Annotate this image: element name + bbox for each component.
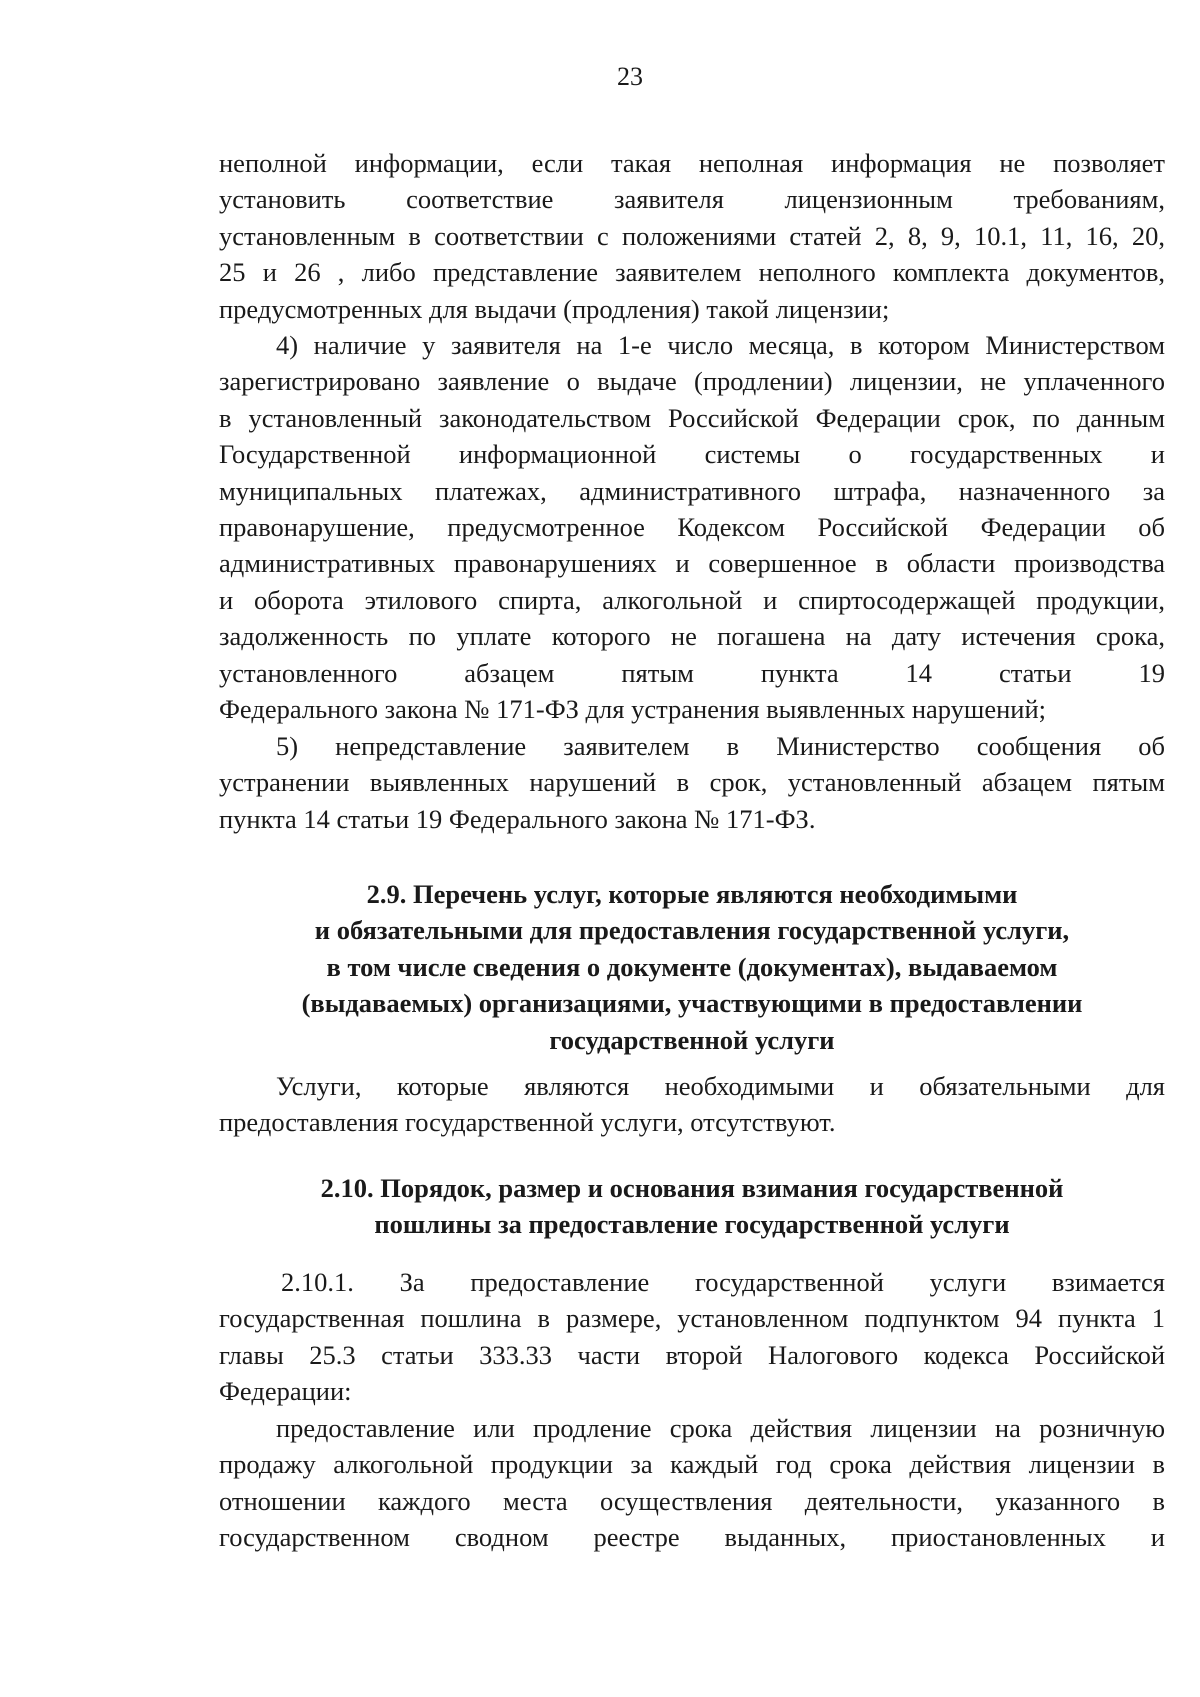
paragraph-item-4 <box>219 327 1165 727</box>
page-number: 23 <box>617 62 643 91</box>
text-line: неполной информации, если такая неполная информация не позволяет <box>219 148 1165 178</box>
text-line: предусмотренных для выдачи (продления) такой лицензии; <box>219 293 890 324</box>
text-line: отношении каждого места осуществления деятельности, указанного в <box>219 1485 1165 1516</box>
heading-line: и обязательными для предоставления государственной услуги, <box>314 915 1070 946</box>
heading-line: государственной услуги <box>549 1024 835 1055</box>
text-line: муниципальных платежах, административного штрафа, назначенного за <box>219 475 1165 506</box>
text-line: предоставление или продление срока действия лицензии на розничную <box>276 1413 1165 1443</box>
paragraph-continuation <box>219 145 1165 327</box>
text-line: государственная пошлина в размере, установленном подпунктом 94 пункта 1 <box>219 1303 1165 1334</box>
text-line: Федерального закона № 171-ФЗ для устранения выявленных нарушений; <box>219 694 1046 725</box>
paragraph-item-5 <box>219 728 1165 837</box>
section-heading-2-10 <box>219 1170 1165 1243</box>
paragraph-services <box>219 1068 1165 1141</box>
text-line: пункта 14 статьи 19 Федерального закона № 171-ФЗ. <box>219 803 816 834</box>
text-line: Государственной информационной системы о государственных и <box>219 439 1165 470</box>
text-line: предоставления государственной услуги, отсутствуют. <box>219 1107 836 1138</box>
heading-line: 2.9. Перечень услуг, которые являются необходимыми <box>366 879 1018 909</box>
text-line: административных правонарушениях и совершенное в области производства <box>219 548 1165 579</box>
text-line: установленного абзацем пятым пункта 14 статьи 19 <box>219 657 1165 688</box>
text-line: государственном сводном реестре выданных, приостановленных и <box>219 1522 1165 1553</box>
text-line: зарегистрировано заявление о выдаче (продлении) лицензии, не уплаченного <box>219 366 1165 397</box>
text-line: главы 25.3 статьи 333.33 части второй Налогового кодекса Российской <box>219 1339 1165 1370</box>
text-line: продажу алкогольной продукции за каждый год срока действия лицензии в <box>219 1449 1165 1480</box>
heading-line: пошлины за предоставление государственной услуги <box>374 1209 1010 1240</box>
text-line: правонарушение, предусмотренное Кодексом Российской Федерации об <box>219 512 1165 543</box>
text-line: задолженность по уплате которого не погашена на дату истечения срока, <box>219 621 1165 652</box>
text-line: установить соответствие заявителя лицензионным требованиям, <box>219 184 1165 215</box>
heading-line: (выдаваемых) организациями, участвующими в предоставлении <box>301 988 1083 1019</box>
heading-line: 2.10. Порядок, размер и основания взимания государственной <box>320 1173 1064 1203</box>
text-line: устранении выявленных нарушений в срок, установленный абзацем пятым <box>219 767 1165 798</box>
heading-line: в том числе сведения о документе (документах), выдаваемом <box>326 951 1058 982</box>
text-line: 25 и 26 , либо представление заявителем неполного комплекта документов, <box>219 257 1165 288</box>
section-heading-2-9 <box>219 876 1165 1058</box>
text-line: в установленный законодательством Российской Федерации срок, по данным <box>219 402 1165 433</box>
text-line: Федерации: <box>219 1376 352 1407</box>
text-line: Услуги, которые являются необходимыми и обязательными для <box>276 1071 1165 1101</box>
paragraph-2-10-1 <box>219 1264 1165 1410</box>
paragraph-fee-description <box>219 1410 1165 1556</box>
text-line: установленным в соответствии с положениями статей 2, 8, 9, 10.1, 11, 16, 20, <box>219 220 1165 251</box>
text-line: 5) непредставление заявителем в Министерство сообщения об <box>276 731 1165 761</box>
text-line: 4) наличие у заявителя на 1-е число месяца, в котором Министерством <box>276 330 1165 360</box>
text-line: 2.10.1. За предоставление государственной услуги взимается <box>281 1267 1165 1297</box>
text-line: и оборота этилового спирта, алкогольной и спиртосодержащей продукции, <box>219 584 1165 615</box>
